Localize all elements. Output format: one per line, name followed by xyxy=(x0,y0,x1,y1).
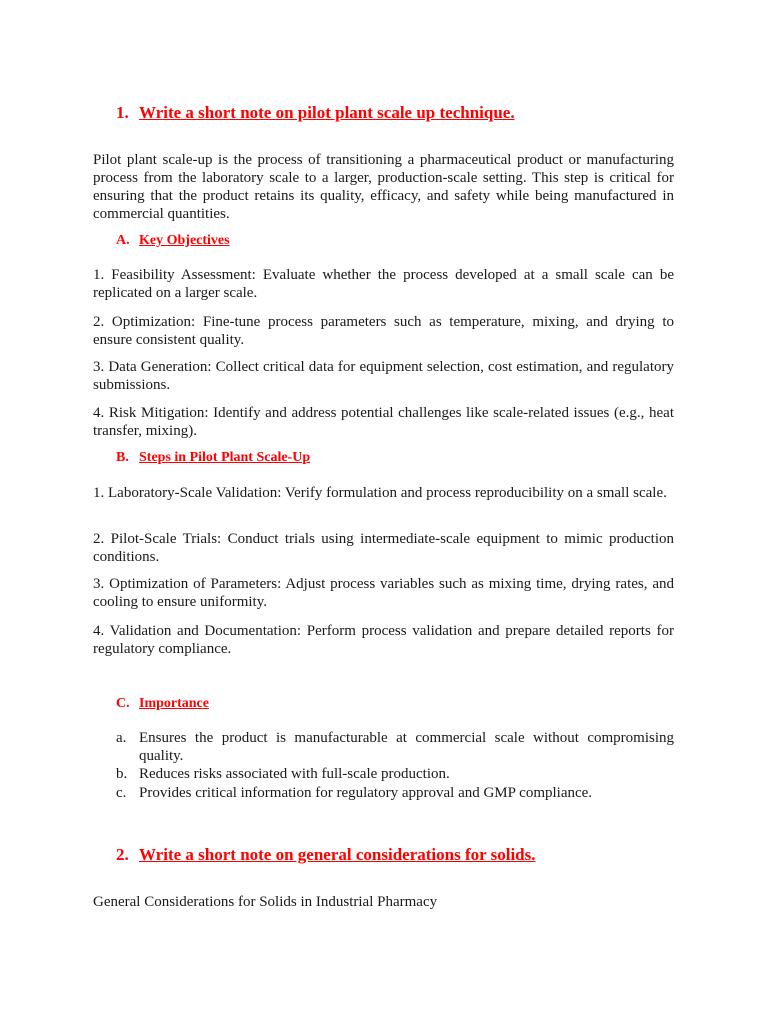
section-a-heading xyxy=(116,233,230,249)
step-item: 2. Pilot-Scale Trials: Conduct trials using intermediate-scale equipment to mimic production conditions. xyxy=(93,531,674,565)
list-text: Provides critical information for regulatory approval and GMP compliance. xyxy=(139,785,593,801)
importance-item xyxy=(116,784,674,802)
section-title: Key Objectives xyxy=(139,233,230,248)
intro-paragraph: Pilot plant scale-up is the process of transitioning a pharmaceutical product or manufacturing process from the laboratory scale to a larger, production-scale setting. This step is critical for ensuring that the product retains its quality, efficacy, and safety while being manufactured in commercial quantities. xyxy=(93,152,674,222)
objective-item: 3. Data Generation: Collect critical data for equipment selection, cost estimation, and regulatory submissions. xyxy=(93,359,674,393)
section-b-heading xyxy=(116,450,310,466)
importance-item xyxy=(116,729,674,765)
question-1-heading xyxy=(116,103,515,123)
list-marker: b. xyxy=(116,766,128,782)
section-letter: C. xyxy=(116,696,130,711)
question-2-subtitle: General Considerations for Solids in Industrial Pharmacy xyxy=(93,894,438,910)
list-marker: c. xyxy=(116,785,127,801)
question-2-heading xyxy=(116,845,536,865)
question-number: 2. xyxy=(116,845,129,864)
question-title: Write a short note on pilot plant scale up technique. xyxy=(139,103,515,122)
section-c-heading xyxy=(116,696,209,712)
list-marker: a. xyxy=(116,730,127,746)
importance-item xyxy=(116,765,674,783)
step-item: 4. Validation and Documentation: Perform process validation and prepare detailed reports for regulatory compliance. xyxy=(93,623,674,657)
list-text: Reduces risks associated with full-scale production. xyxy=(139,766,450,782)
objective-item: 4. Risk Mitigation: Identify and address potential challenges like scale-related issues (e.g., heat transfer, mixing). xyxy=(93,405,674,439)
question-title: Write a short note on general considerations for solids. xyxy=(139,845,536,864)
objective-item: 1. Feasibility Assessment: Evaluate whether the process developed at a small scale can be replicated on a larger scale. xyxy=(93,267,674,301)
objective-item: 2. Optimization: Fine-tune process parameters such as temperature, mixing, and drying to ensure consistent quality. xyxy=(93,314,674,348)
section-title: Importance xyxy=(139,696,209,711)
section-letter: A. xyxy=(116,233,130,248)
question-number: 1. xyxy=(116,103,129,122)
section-letter: B. xyxy=(116,450,129,465)
step-item: 3. Optimization of Parameters: Adjust process variables such as mixing time, drying rates, and cooling to ensure uniformity. xyxy=(93,576,674,610)
step-item: 1. Laboratory-Scale Validation: Verify formulation and process reproducibility on a small scale. xyxy=(93,485,667,501)
list-text: Ensures the product is manufacturable at commercial scale without compromising quality. xyxy=(139,730,674,764)
section-title: Steps in Pilot Plant Scale-Up xyxy=(139,450,311,465)
